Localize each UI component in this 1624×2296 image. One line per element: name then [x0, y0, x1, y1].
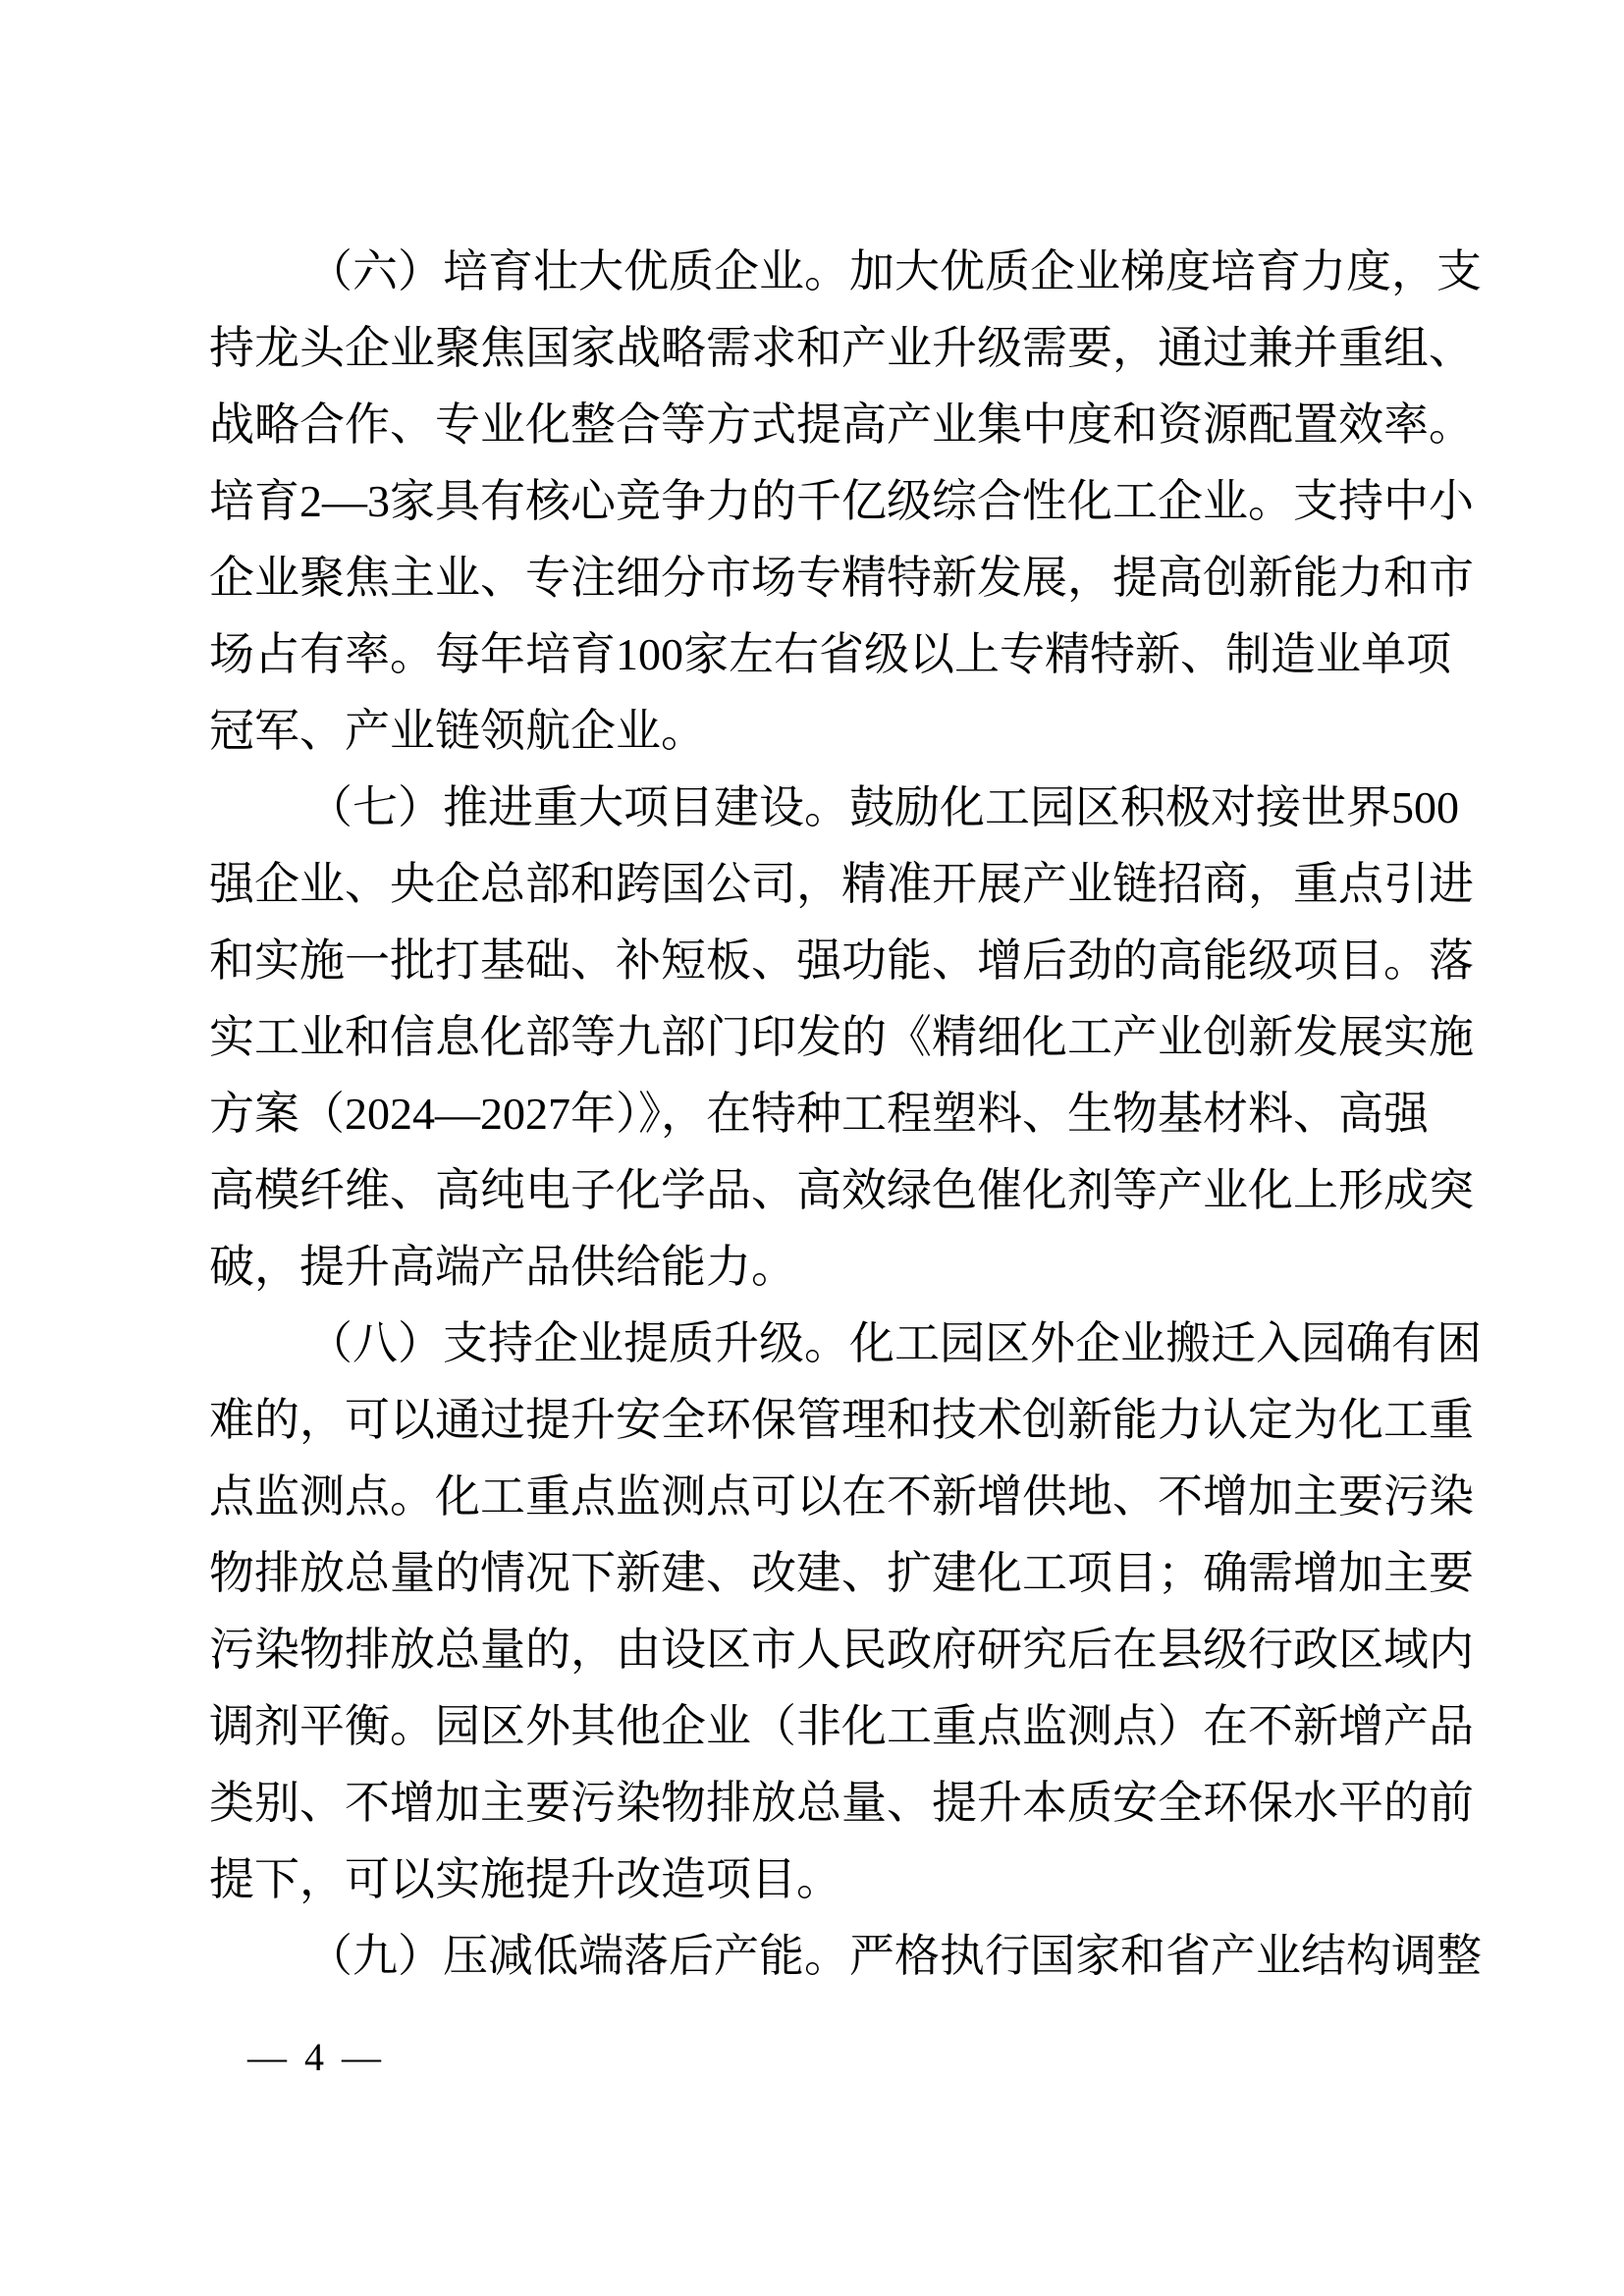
text-line: 持龙头企业聚焦国家战略需求和产业升级需要，通过兼并重组、	[209, 323, 1474, 373]
text-line: （七）推进重大项目建设。鼓励化工园区积极对接世界500	[307, 782, 1459, 832]
paragraph-section-6	[209, 234, 1482, 770]
text-line: 实工业和信息化部等九部门印发的《精细化工产业创新发展实施	[209, 1012, 1474, 1062]
document-body-text	[209, 234, 1482, 1995]
page-number: — 4 —	[247, 2035, 385, 2079]
text-line: 强企业、央企总部和跨国公司，精准开展产业链招商，重点引进	[209, 859, 1474, 909]
text-line: 提下，可以实施提升改造项目。	[209, 1854, 841, 1904]
text-line: 企业聚焦主业、专注细分市场专精特新发展，提高创新能力和市	[209, 553, 1474, 603]
text-line: （六）培育壮大优质企业。加大优质企业梯度培育力度，支	[307, 246, 1482, 296]
text-line: 战略合作、专业化整合等方式提高产业集中度和资源配置效率。	[209, 400, 1474, 450]
text-line: （八）支持企业提质升级。化工园区外企业搬迁入园确有困	[307, 1318, 1482, 1368]
text-line: 场占有率。每年培育100家左右省级以上专精特新、制造业单项	[209, 629, 1451, 679]
paragraph-section-9	[209, 1918, 1482, 1995]
text-line: 点监测点。化工重点监测点可以在不新增供地、不增加主要污染	[209, 1471, 1474, 1522]
text-line: （九）压减低端落后产能。严格执行国家和省产业结构调整	[307, 1931, 1482, 1981]
text-line: 高模纤维、高纯电子化学品、高效绿色催化剂等产业化上形成突	[209, 1165, 1474, 1215]
text-line: 培育2—3家具有核心竞争力的千亿级综合性化工企业。支持中小	[209, 476, 1474, 526]
text-line: 物排放总量的情况下新建、改建、扩建化工项目；确需增加主要	[209, 1548, 1474, 1598]
paragraph-section-7	[209, 770, 1474, 1306]
text-line: 冠军、产业链领航企业。	[209, 706, 706, 756]
text-line: 和实施一批打基础、补短板、强功能、增后劲的高能级项目。落	[209, 935, 1474, 986]
text-line: 调剂平衡。园区外其他企业（非化工重点监测点）在不新增产品	[209, 1701, 1474, 1751]
text-line: 难的，可以通过提升安全环保管理和技术创新能力认定为化工重	[209, 1395, 1474, 1445]
text-line: 破，提升高端产品供给能力。	[209, 1242, 796, 1292]
text-line: 类别、不增加主要污染物排放总量、提升本质安全环保水平的前	[209, 1778, 1474, 1828]
paragraph-section-8	[209, 1306, 1482, 1918]
text-line: 污染物排放总量的，由设区市人民政府研究后在县级行政区域内	[209, 1625, 1474, 1675]
text-line: 方案（2024—2027年）》，在特种工程塑料、生物基材料、高强	[209, 1089, 1429, 1139]
